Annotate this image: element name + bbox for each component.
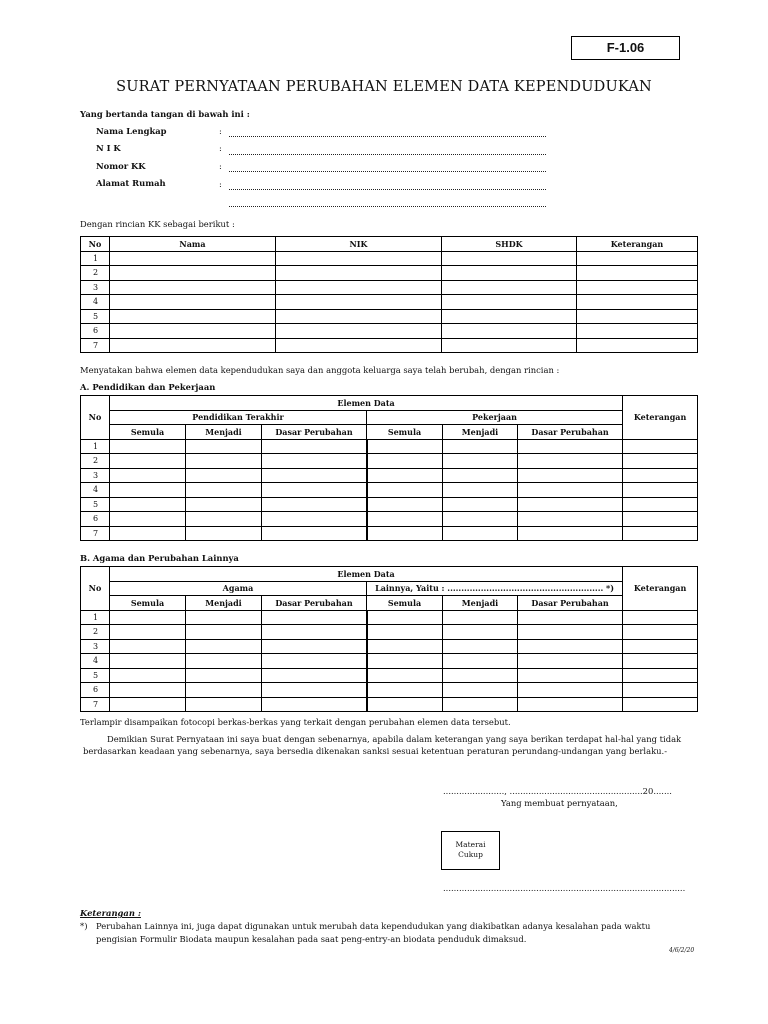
table-cell[interactable] xyxy=(443,654,518,669)
row-number: 1 xyxy=(81,610,110,625)
a-sub-dasar: Dasar Perubahan xyxy=(262,425,367,440)
row-number: 5 xyxy=(81,668,110,683)
table-cell[interactable] xyxy=(110,512,186,527)
table-cell[interactable] xyxy=(262,526,367,541)
colon: : xyxy=(219,126,222,136)
table-cell[interactable] xyxy=(110,439,186,454)
table-cell[interactable] xyxy=(262,512,367,527)
table-row xyxy=(81,266,698,281)
table-cell[interactable] xyxy=(623,683,698,698)
row-number: 4 xyxy=(81,654,110,669)
row-number: 6 xyxy=(81,512,110,527)
table-cell[interactable] xyxy=(186,454,262,469)
table-cell[interactable] xyxy=(443,512,518,527)
table-cell[interactable] xyxy=(577,338,698,353)
table-row xyxy=(81,683,698,698)
b-header-elemen: Elemen Data xyxy=(110,567,623,582)
note-line-2: pengisian Formulir Biodata maupun kesalahan pada saat peng-entry-an biodata penduduk dimaksud. xyxy=(96,934,527,944)
row-number: 4 xyxy=(81,483,110,498)
row-number: 3 xyxy=(81,280,110,295)
table-cell[interactable] xyxy=(110,610,186,625)
table-cell[interactable] xyxy=(262,625,367,640)
table-row xyxy=(81,251,698,266)
table-cell[interactable] xyxy=(186,468,262,483)
table-cell[interactable] xyxy=(186,512,262,527)
nama-field[interactable] xyxy=(229,136,546,137)
table-cell[interactable] xyxy=(518,610,623,625)
alamat-field-2[interactable] xyxy=(229,206,546,207)
table-cell[interactable] xyxy=(367,526,443,541)
b-sub-dasar-2: Dasar Perubahan xyxy=(518,596,623,611)
table-cell[interactable] xyxy=(186,697,262,712)
row-number: 7 xyxy=(81,526,110,541)
table-cell[interactable] xyxy=(110,338,276,353)
table-cell[interactable] xyxy=(577,251,698,266)
table-cell[interactable] xyxy=(442,295,577,310)
statement-text: Menyatakan bahwa elemen data kependudukan saya dan anggota keluarga saya telah berubah, dengan rincian : xyxy=(80,365,560,375)
table-cell[interactable] xyxy=(623,497,698,512)
table-cell[interactable] xyxy=(443,483,518,498)
label-alamat: Alamat Rumah xyxy=(96,178,166,188)
signer-label: Yang membuat pernyataan, xyxy=(501,798,618,808)
table-cell[interactable] xyxy=(442,338,577,353)
row-number: 7 xyxy=(81,338,110,353)
label-kk: Nomor KK xyxy=(96,161,146,171)
table-cell[interactable] xyxy=(276,338,442,353)
row-number: 5 xyxy=(81,309,110,324)
colon: : xyxy=(219,143,222,153)
table-cell[interactable] xyxy=(518,639,623,654)
kk-field[interactable] xyxy=(229,171,546,172)
b-sub-menjadi-2: Menjadi xyxy=(443,596,518,611)
closing-line-1: Demikian Surat Pernyataan ini saya buat dengan sebenarnya, apabila dalam keterangan yang saya berikan terdapat hal-hal yang tidak xyxy=(107,734,682,744)
table-cell[interactable] xyxy=(518,483,623,498)
table-cell[interactable] xyxy=(443,468,518,483)
materai-box xyxy=(441,831,500,870)
table-cell[interactable] xyxy=(518,625,623,640)
table-cell[interactable] xyxy=(262,483,367,498)
table-cell[interactable] xyxy=(367,610,443,625)
table-row xyxy=(81,610,698,625)
a-header-keterangan: Keterangan xyxy=(623,396,698,440)
row-number: 3 xyxy=(81,639,110,654)
table-cell[interactable] xyxy=(577,324,698,339)
table-cell[interactable] xyxy=(262,683,367,698)
initials-mark: 4/6/2/20 xyxy=(669,947,695,954)
table-row xyxy=(81,512,698,527)
a-header-no: No xyxy=(81,396,110,440)
label-nik: N I K xyxy=(96,143,121,153)
table-row xyxy=(81,454,698,469)
table-cell[interactable] xyxy=(367,483,443,498)
table-cell[interactable] xyxy=(262,454,367,469)
row-number: 5 xyxy=(81,497,110,512)
table-cell[interactable] xyxy=(186,610,262,625)
table-row xyxy=(81,483,698,498)
table-row xyxy=(81,526,698,541)
kk-table xyxy=(80,236,698,353)
table-cell[interactable] xyxy=(186,639,262,654)
table-cell[interactable] xyxy=(276,324,442,339)
table-cell[interactable] xyxy=(623,654,698,669)
kk-header-nama: Nama xyxy=(110,237,276,252)
table-cell[interactable] xyxy=(623,439,698,454)
kk-header-no: No xyxy=(81,237,110,252)
kk-header-keterangan: Keterangan xyxy=(577,237,698,252)
a-header-pendidikan: Pendidikan Terakhir xyxy=(110,410,367,425)
b-sub-dasar: Dasar Perubahan xyxy=(262,596,367,611)
table-cell[interactable] xyxy=(518,497,623,512)
table-cell[interactable] xyxy=(110,639,186,654)
table-cell[interactable] xyxy=(518,668,623,683)
table-cell[interactable] xyxy=(110,683,186,698)
colon: : xyxy=(219,161,222,171)
table-cell[interactable] xyxy=(518,439,623,454)
table-cell[interactable] xyxy=(367,454,443,469)
table-cell[interactable] xyxy=(623,468,698,483)
table-cell[interactable] xyxy=(186,654,262,669)
table-cell[interactable] xyxy=(186,668,262,683)
table-cell[interactable] xyxy=(623,697,698,712)
a-sub-semula-2: Semula xyxy=(367,425,443,440)
table-cell[interactable] xyxy=(518,512,623,527)
table-cell[interactable] xyxy=(276,295,442,310)
table-cell[interactable] xyxy=(443,668,518,683)
table-cell[interactable] xyxy=(367,683,443,698)
section-a-title: A. Pendidikan dan Pekerjaan xyxy=(80,382,216,392)
b-header-agama: Agama xyxy=(110,581,367,596)
materai-label: Materai xyxy=(455,840,486,849)
table-cell[interactable] xyxy=(110,497,186,512)
table-row xyxy=(81,497,698,512)
table-row xyxy=(81,309,698,324)
table-cell[interactable] xyxy=(186,483,262,498)
table-cell[interactable] xyxy=(623,668,698,683)
table-cell[interactable] xyxy=(577,266,698,281)
note-title: Keterangan : xyxy=(80,908,141,918)
table-cell[interactable] xyxy=(367,654,443,669)
table-cell[interactable] xyxy=(367,697,443,712)
kk-header-nik: NIK xyxy=(276,237,442,252)
a-header-elemen: Elemen Data xyxy=(110,396,623,411)
table-cell[interactable] xyxy=(110,654,186,669)
place-date-field[interactable]: ......................., ..................................................20....... xyxy=(443,786,672,796)
table-row xyxy=(81,697,698,712)
table-cell[interactable] xyxy=(262,654,367,669)
row-number: 4 xyxy=(81,295,110,310)
materai-label-2: Cukup xyxy=(458,850,483,859)
table-cell[interactable] xyxy=(623,639,698,654)
table-cell[interactable] xyxy=(262,610,367,625)
table-cell[interactable] xyxy=(367,497,443,512)
table-cell[interactable] xyxy=(262,468,367,483)
table-cell[interactable] xyxy=(110,526,186,541)
table-cell[interactable] xyxy=(623,483,698,498)
note-mark: *) xyxy=(80,921,88,931)
b-sub-menjadi: Menjadi xyxy=(186,596,262,611)
table-cell[interactable] xyxy=(262,497,367,512)
table-cell[interactable] xyxy=(577,295,698,310)
table-cell[interactable] xyxy=(110,295,276,310)
table-cell[interactable] xyxy=(623,512,698,527)
table-cell[interactable] xyxy=(110,251,276,266)
table-b xyxy=(80,566,698,712)
attached-text: Terlampir disampaikan fotocopi berkas-berkas yang terkait dengan perubahan elemen data tersebut. xyxy=(80,717,511,727)
table-cell[interactable] xyxy=(443,697,518,712)
nik-field[interactable] xyxy=(229,154,546,155)
a-sub-dasar-2: Dasar Perubahan xyxy=(518,425,623,440)
table-cell[interactable] xyxy=(110,266,276,281)
table-cell[interactable] xyxy=(442,266,577,281)
table-cell[interactable] xyxy=(110,697,186,712)
table-cell[interactable] xyxy=(442,324,577,339)
b-sub-semula: Semula xyxy=(110,596,186,611)
table-cell[interactable] xyxy=(276,309,442,324)
table-cell[interactable] xyxy=(442,309,577,324)
row-number: 7 xyxy=(81,697,110,712)
table-cell[interactable] xyxy=(186,526,262,541)
table-row xyxy=(81,668,698,683)
table-cell[interactable] xyxy=(443,526,518,541)
a-header-pekerjaan: Pekerjaan xyxy=(367,410,623,425)
table-cell[interactable] xyxy=(518,654,623,669)
table-cell[interactable] xyxy=(110,309,276,324)
table-cell[interactable] xyxy=(443,625,518,640)
table-cell[interactable] xyxy=(110,454,186,469)
closing-line-2: berdasarkan keadaan yang sebenarnya, saya bersedia dikenakan sanksi sesuai ketentuan peraturan perundang-undangan yang berlaku.- xyxy=(83,746,668,756)
table-cell[interactable] xyxy=(367,625,443,640)
intro-text: Yang bertanda tangan di bawah ini : xyxy=(80,109,250,119)
table-cell[interactable] xyxy=(367,512,443,527)
table-cell[interactable] xyxy=(110,324,276,339)
table-cell[interactable] xyxy=(276,251,442,266)
table-cell[interactable] xyxy=(262,439,367,454)
table-cell[interactable] xyxy=(577,280,698,295)
kk-header-shdk: SHDK xyxy=(442,237,577,252)
table-row xyxy=(81,639,698,654)
table-row xyxy=(81,439,698,454)
table-row xyxy=(81,295,698,310)
form-code: F-1.06 xyxy=(571,36,680,60)
table-cell[interactable] xyxy=(518,468,623,483)
table-cell[interactable] xyxy=(442,251,577,266)
page-title: SURAT PERNYATAAN PERUBAHAN ELEMEN DATA KEPENDUDUKAN xyxy=(116,79,652,95)
b-header-keterangan: Keterangan xyxy=(623,567,698,611)
row-number: 2 xyxy=(81,625,110,640)
table-cell[interactable] xyxy=(518,683,623,698)
table-cell[interactable] xyxy=(367,639,443,654)
table-cell[interactable] xyxy=(577,309,698,324)
a-sub-menjadi-2: Menjadi xyxy=(443,425,518,440)
table-cell[interactable] xyxy=(443,639,518,654)
table-cell[interactable] xyxy=(110,280,276,295)
table-cell[interactable] xyxy=(262,697,367,712)
table-cell[interactable] xyxy=(262,639,367,654)
table-cell[interactable] xyxy=(110,625,186,640)
a-sub-semula: Semula xyxy=(110,425,186,440)
table-row xyxy=(81,324,698,339)
b-header-lainnya: Lainnya, Yaitu : ........................................................ *) xyxy=(367,581,623,596)
table-cell[interactable] xyxy=(623,454,698,469)
table-row xyxy=(81,280,698,295)
row-number: 2 xyxy=(81,266,110,281)
table-cell[interactable] xyxy=(110,468,186,483)
table-cell[interactable] xyxy=(367,668,443,683)
table-cell[interactable] xyxy=(443,439,518,454)
table-cell[interactable] xyxy=(367,468,443,483)
table-cell[interactable] xyxy=(623,625,698,640)
row-number: 2 xyxy=(81,454,110,469)
a-sub-menjadi: Menjadi xyxy=(186,425,262,440)
b-header-no: No xyxy=(81,567,110,611)
table-cell[interactable] xyxy=(110,483,186,498)
table-cell[interactable] xyxy=(518,454,623,469)
table-cell[interactable] xyxy=(623,610,698,625)
table-cell[interactable] xyxy=(443,497,518,512)
table-row xyxy=(81,338,698,353)
table-cell[interactable] xyxy=(443,683,518,698)
colon: : xyxy=(219,179,222,189)
label-nama: Nama Lengkap xyxy=(96,126,167,136)
table-row xyxy=(81,654,698,669)
row-number: 3 xyxy=(81,468,110,483)
table-cell[interactable] xyxy=(186,683,262,698)
table-cell[interactable] xyxy=(186,497,262,512)
table-cell[interactable] xyxy=(110,668,186,683)
table-cell[interactable] xyxy=(623,526,698,541)
row-number: 1 xyxy=(81,251,110,266)
table-cell[interactable] xyxy=(186,439,262,454)
signature-name-field[interactable]: ........................................................................................... xyxy=(443,883,686,893)
alamat-field[interactable] xyxy=(229,189,546,190)
table-cell[interactable] xyxy=(276,280,442,295)
note-line-1: Perubahan Lainnya ini, juga dapat digunakan untuk merubah data kependudukan yang diakibatkan adanya kesalahan pada waktu xyxy=(96,921,651,931)
b-sub-semula-2: Semula xyxy=(367,596,443,611)
row-number: 1 xyxy=(81,439,110,454)
table-row xyxy=(81,468,698,483)
row-number: 6 xyxy=(81,324,110,339)
table-cell[interactable] xyxy=(518,697,623,712)
table-a xyxy=(80,395,698,541)
section-b-title: B. Agama dan Perubahan Lainnya xyxy=(80,553,239,563)
kk-intro: Dengan rincian KK sebagai berikut : xyxy=(80,219,235,229)
table-cell[interactable] xyxy=(276,266,442,281)
table-cell[interactable] xyxy=(262,668,367,683)
table-cell[interactable] xyxy=(367,439,443,454)
table-cell[interactable] xyxy=(186,625,262,640)
table-cell[interactable] xyxy=(442,280,577,295)
table-row xyxy=(81,625,698,640)
table-cell[interactable] xyxy=(443,454,518,469)
table-cell[interactable] xyxy=(518,526,623,541)
row-number: 6 xyxy=(81,683,110,698)
table-cell[interactable] xyxy=(443,610,518,625)
